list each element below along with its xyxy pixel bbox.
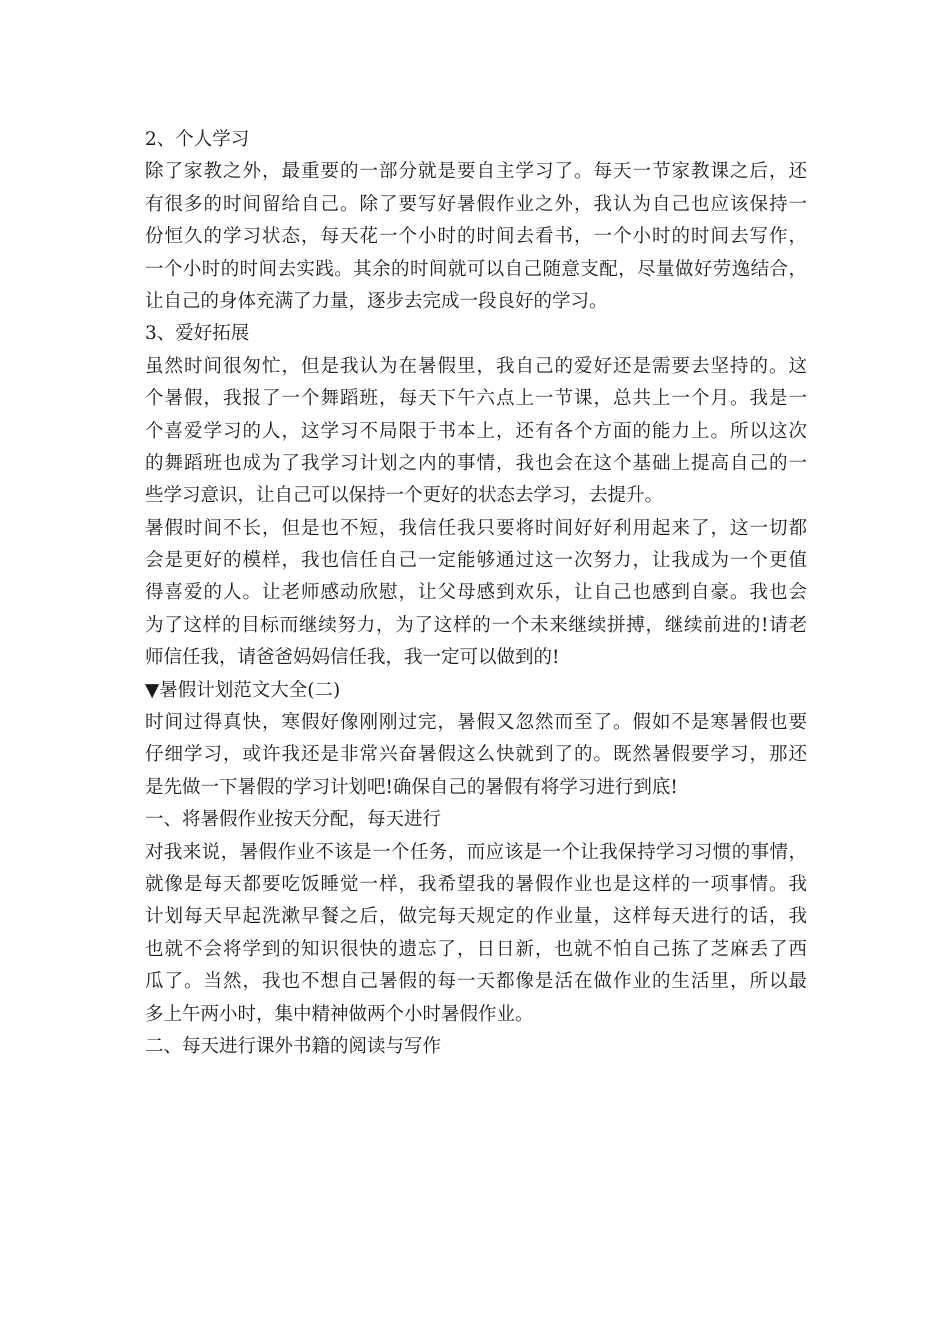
section-heading: ▼暑假计划范文大全(二) — [145, 679, 341, 701]
section-homework-daily — [145, 804, 807, 1031]
section-heading: 二、每天进行课外书籍的阅读与写作 — [145, 1035, 442, 1057]
paragraph-line: 为了这样的目标而继续努力，为了这样的一个未来继续拼搏，继续前进的!请老 — [145, 614, 807, 636]
paragraph-line: 一个小时的时间去实践。其余的时间就可以自己随意支配，尽量做好劳逸结合， — [145, 258, 807, 280]
paragraph-line: 些学习意识，让自己可以保持一个更好的状态去学习，去提升。 — [145, 485, 664, 507]
paragraph-line: 暑假时间不长，但是也不短，我信任我只要将时间好好利用起来了，这一切都 — [145, 517, 807, 539]
document-page — [145, 124, 807, 1063]
paragraph-line: 是先做一下暑假的学习计划吧!确保自己的暑假有将学习进行到底! — [145, 776, 678, 798]
paragraph-line: 多上午两小时，集中精神做两个小时暑假作业。 — [145, 1003, 534, 1025]
paragraph-line: 有很多的时间留给自己。除了要写好暑假作业之外，我认为自己也应该保持一 — [145, 193, 807, 215]
section-personal-study — [145, 124, 807, 318]
paragraph-line: 师信任我，请爸爸妈妈信任我，我一定可以做到的! — [145, 647, 560, 669]
paragraph-line: 计划每天早起洗漱早餐之后，做完每天规定的作业量，这样每天进行的话，我 — [145, 906, 807, 928]
paragraph-line: 得喜爱的人。让老师感动欣慰，让父母感到欢乐，让自己也感到自豪。我也会 — [145, 582, 807, 604]
paragraph-line: 的舞蹈班也成为了我学习计划之内的事情，我也会在这个基础上提高自己的一 — [145, 452, 807, 474]
paragraph-line: 让自己的身体充满了力量，逐步去完成一段良好的学习。 — [145, 290, 608, 312]
paragraph-line: 对我来说，暑假作业不该是一个任务，而应该是一个让我保持学习习惯的事情， — [145, 841, 807, 863]
section-plan-sample-two — [145, 675, 807, 805]
paragraph-line: 仔细学习，或许我还是非常兴奋暑假这么快就到了的。既然暑假要学习，那还 — [145, 744, 807, 766]
section-heading: 一、将暑假作业按天分配，每天进行 — [145, 809, 442, 831]
paragraph-line: 瓜了。当然，我也不想自己暑假的每一天都像是活在做作业的生活里，所以最 — [145, 971, 807, 993]
section-hobby-expansion — [145, 318, 807, 674]
section-reading-writing — [145, 1031, 807, 1063]
paragraph-line: 份恒久的学习状态，每天花一个小时的时间去看书，一个小时的时间去写作， — [145, 226, 807, 248]
paragraph-line: 个喜爱学习的人，这学习不局限于书本上，还有各个方面的能力上。所以这次 — [145, 420, 807, 442]
paragraph-line: 个暑假，我报了一个舞蹈班，每天下午六点上一节课，总共上一个月。我是一 — [145, 388, 807, 410]
paragraph-line: 除了家教之外，最重要的一部分就是要自主学习了。每天一节家教课之后，还 — [145, 161, 807, 183]
paragraph-line: 就像是每天都要吃饭睡觉一样，我希望我的暑假作业也是这样的一项事情。我 — [145, 873, 807, 895]
paragraph-line: 虽然时间很匆忙，但是我认为在暑假里，我自己的爱好还是需要去坚持的。这 — [145, 355, 807, 377]
paragraph-line: 也就不会将学到的知识很快的遗忘了，日日新，也就不怕自己拣了芝麻丢了西 — [145, 938, 807, 960]
paragraph-line: 会是更好的模样，我也信任自己一定能够通过这一次努力，让我成为一个更值 — [145, 550, 807, 572]
section-heading: 2、个人学习 — [145, 129, 250, 150]
paragraph-line: 时间过得真快，寒假好像刚刚过完，暑假又忽然而至了。假如不是寒暑假也要 — [145, 712, 807, 734]
section-heading: 3、爱好拓展 — [145, 323, 250, 345]
